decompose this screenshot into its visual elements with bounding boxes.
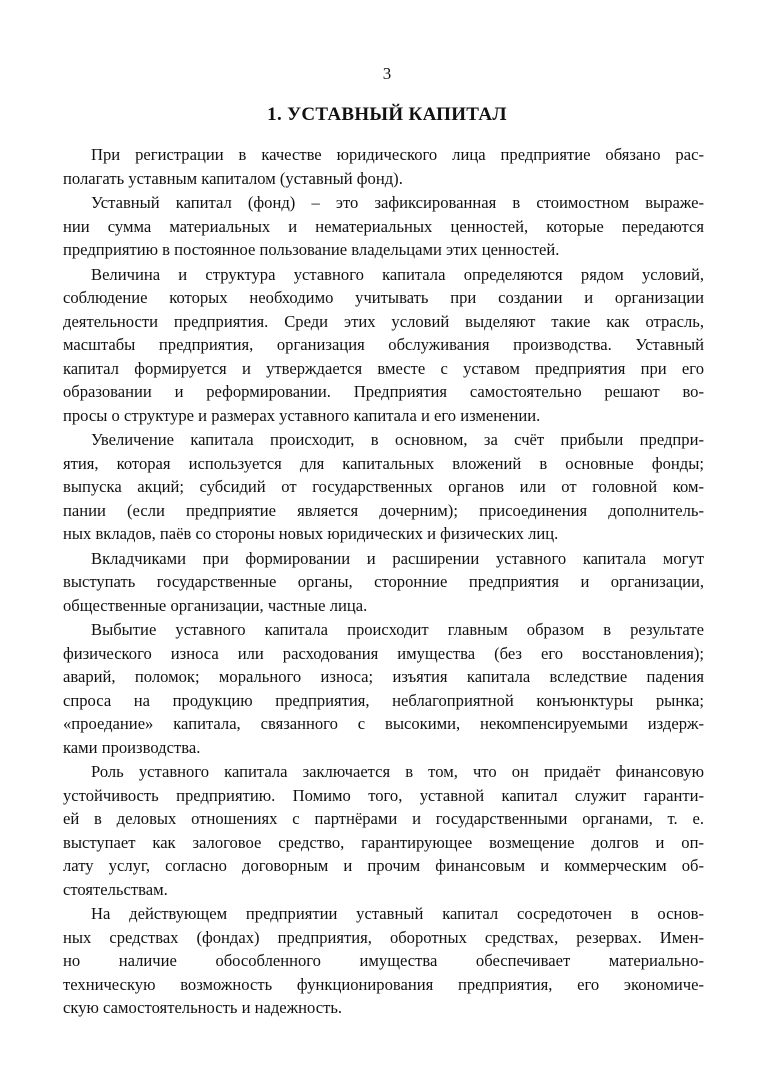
- text-line: На действующем предприятии уставный капитал сосредоточен в основ-: [91, 904, 704, 923]
- text-line: предприятию в постоянное пользование владельцами этих ценностей.: [63, 240, 560, 259]
- text-line: ных средствах (фондах) предприятия, оборотных средствах, резервах. Имен-: [63, 927, 704, 947]
- text-line: стоятельствам.: [63, 879, 168, 899]
- text-line: «проедание» капитала, связанного с высокими, некомпенсируемыми издерж-: [63, 714, 704, 733]
- paragraph: [63, 191, 704, 262]
- text-line: Выбытие уставного капитала происходит главным образом в результате: [91, 620, 704, 639]
- paragraph: [63, 263, 704, 428]
- text-line: Вкладчиками при формировании и расширении уставного капитала могут: [91, 548, 704, 568]
- text-line: спроса на продукцию предприятия, неблагоприятной конъюнктуры рынка;: [63, 690, 704, 710]
- chapter-title: 1. УСТАВНЫЙ КАПИТАЛ: [267, 104, 507, 125]
- text-line: деятельности предприятия. Среди этих условий выделяют такие как отрасль,: [63, 311, 704, 331]
- text-line: техническую возможность функционирования предприятия, его экономиче-: [63, 974, 704, 994]
- text-line: физического износа или расходования имущества (без его восстановления);: [63, 643, 704, 663]
- page-number: 3: [382, 64, 392, 83]
- text-line: капитал формируется и утверждается вместе с уставом предприятия при его: [63, 358, 704, 378]
- text-line: ных вкладов, паёв со стороны новых юридических и физических лиц.: [63, 524, 559, 543]
- text-line: выступает как залоговое средство, гарантирующее возмещение долгов и оп-: [63, 832, 704, 852]
- text-line: пании (если предприятие является дочерним); присоединения дополнитель-: [63, 500, 704, 520]
- text-line: устойчивость предприятию. Помимо того, уставной капитал служит гаранти-: [63, 785, 704, 805]
- text-line: выпуска акций; субсидий от государственных органов или от головной ком-: [63, 477, 704, 496]
- paragraph: [63, 618, 704, 759]
- text-line: соблюдение которых необходимо учитывать при создании и организации: [63, 288, 704, 307]
- paragraph: [63, 760, 704, 901]
- text-line: полагать уставным капиталом (уставный фонд).: [63, 168, 403, 188]
- text-line: ками производства.: [63, 737, 201, 757]
- text-line: ей в деловых отношениях с партнёрами и государственными органами, т. е.: [63, 809, 704, 828]
- text-line: выступать государственные органы, сторонние предприятия и организации,: [63, 572, 704, 591]
- text-line: Роль уставного капитала заключается в том, что он придаёт финансовую: [91, 762, 704, 781]
- text-line: ятия, которая используется для капитальных вложений в основные фонды;: [63, 453, 704, 473]
- text-line: аварий, поломок; морального износа; изъятия капитала вследствие падения: [63, 667, 704, 686]
- paragraph-gap: [63, 1020, 704, 1021]
- text-line: Увеличение капитала происходит, в основном, за счёт прибыли предпри-: [91, 430, 704, 449]
- text-line: общественные организации, частные лица.: [63, 595, 368, 615]
- text-line: образовании и реформировании. Предприятия самостоятельно решают во-: [63, 382, 704, 401]
- paragraph: [63, 902, 704, 1020]
- text-line: Уставный капитал (фонд) – это зафиксированная в стоимостном выраже-: [91, 193, 704, 212]
- text-line: нии сумма материальных и нематериальных ценностей, которые передаются: [63, 216, 704, 236]
- text-line: но наличие обособленного имущества обеспечивает материально-: [63, 951, 704, 970]
- text-line: При регистрации в качестве юридического лица предприятие обязано рас-: [91, 145, 704, 164]
- text-line: просы о структуре и размерах уставного капитала и его изменении.: [63, 405, 541, 425]
- paragraph: [63, 428, 704, 546]
- paragraph: [63, 547, 704, 618]
- text-line: скую самостоятельность и надежность.: [63, 998, 343, 1017]
- paragraph: [63, 143, 704, 190]
- document-body: [63, 143, 704, 1021]
- text-line: Величина и структура уставного капитала определяются рядом условий,: [91, 264, 704, 284]
- text-line: масштабы предприятия, организация обслуживания производства. Уставный: [63, 335, 704, 354]
- text-line: лату услуг, согласно договорным и прочим финансовым и коммерческим об-: [63, 856, 704, 875]
